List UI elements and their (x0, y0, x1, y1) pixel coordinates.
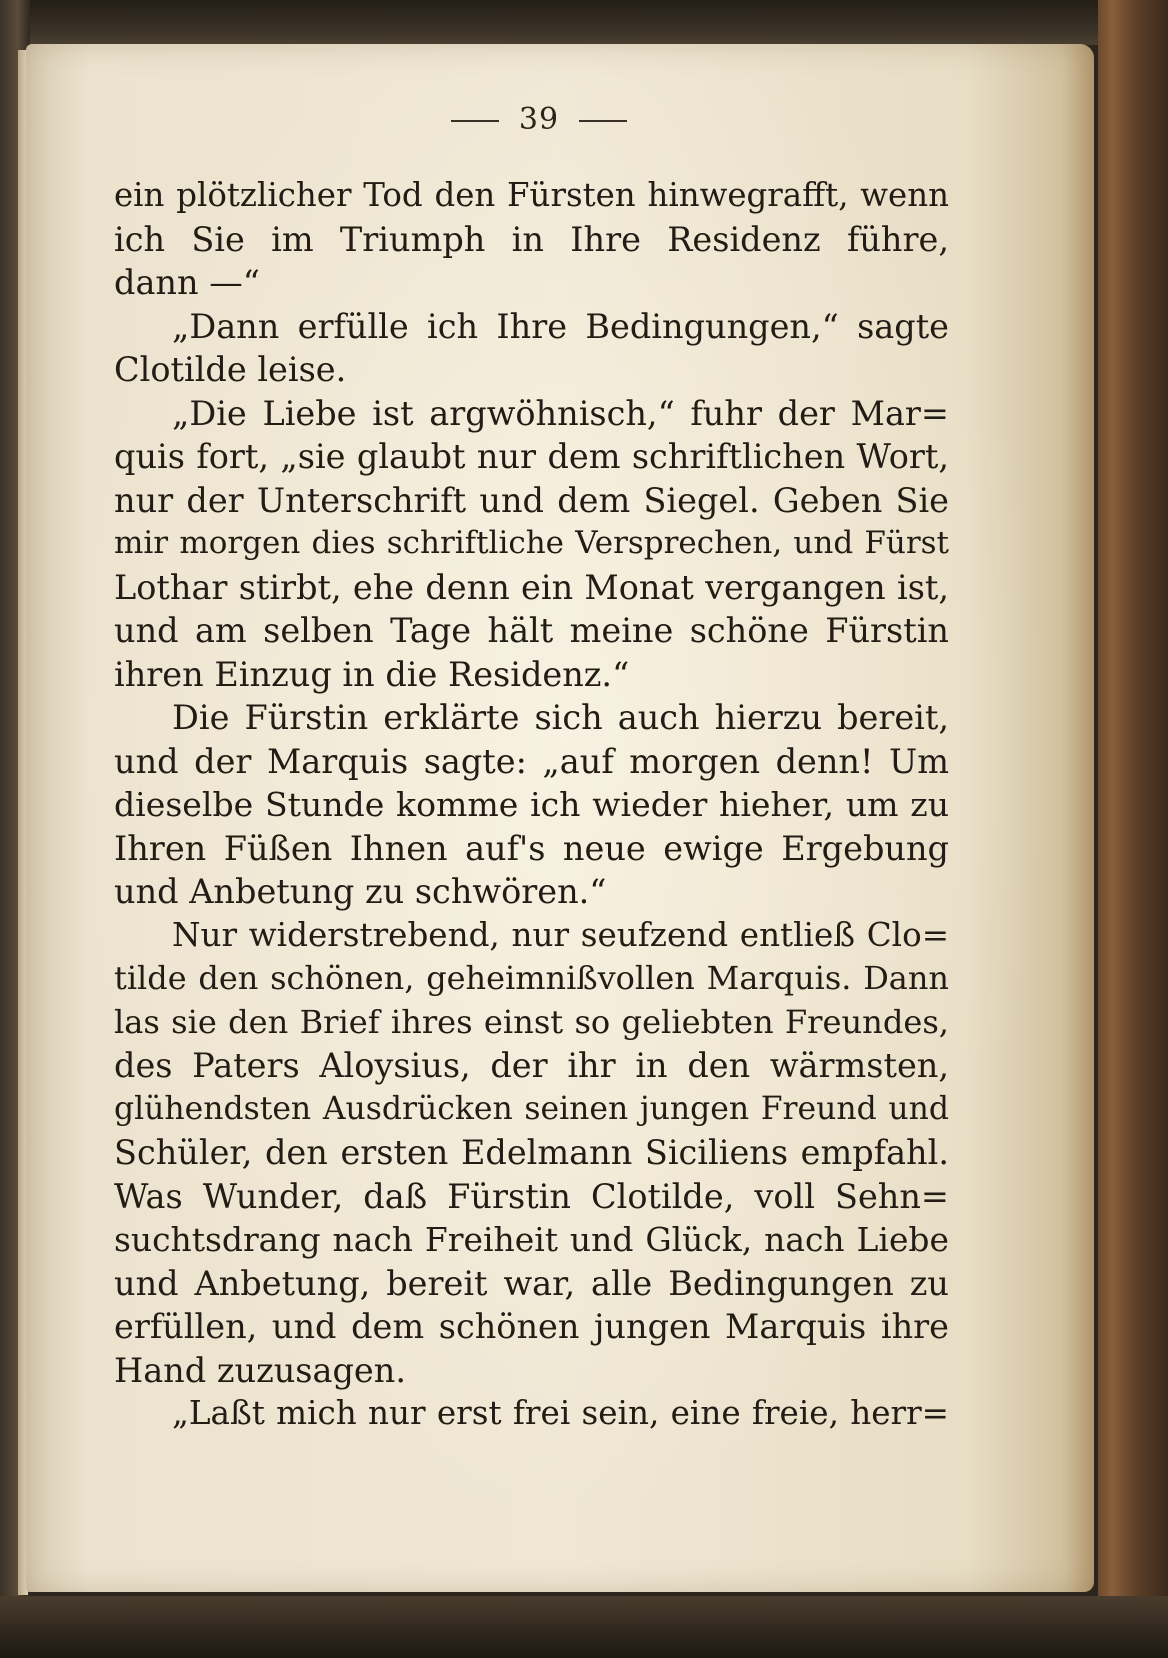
text-line: und Anbetung zu schwören.“ (114, 872, 607, 911)
text-line: las sie den Brief ihres einst so geliebten Freundes, (114, 1002, 949, 1041)
text-line: Hand zuzusagen. (114, 1350, 406, 1390)
text-line: und am selben Tage hält meine schöne Fürstin (114, 611, 949, 650)
page-number-dash-left (451, 120, 499, 122)
body-text (114, 174, 949, 1436)
book-cover-right-edge (1098, 0, 1168, 1658)
text-line: ihren Einzug in die Residenz.“ (114, 654, 630, 694)
text-line: erfüllen, und dem schönen jungen Marquis ihre (114, 1307, 949, 1346)
book-cover-bottom-edge (0, 1596, 1168, 1658)
text-line: „Die Liebe ist argwöhnisch,“ fuhr der Mar= (172, 393, 949, 433)
book-cover-top-edge (0, 0, 1168, 45)
text-line: mir morgen dies schriftliche Versprechen, und Fürst (114, 525, 949, 561)
page-number (26, 102, 1052, 137)
text-line: „Laßt mich nur erst frei sein, eine freie, herr= (172, 1394, 949, 1432)
text-line: quis fort, „sie glaubt nur dem schriftlichen Wort, (114, 437, 949, 476)
text-line: Schüler, den ersten Edelmann Siciliens empfahl. (114, 1133, 949, 1172)
text-line: nur der Unterschrift und dem Siegel. Geben Sie (114, 480, 949, 520)
text-line: des Paters Aloysius, der ihr in den wärmsten, (114, 1046, 949, 1085)
text-line: Die Fürstin erklärte sich auch hierzu bereit, (172, 698, 949, 737)
text-line: Clotilde leise. (114, 350, 347, 389)
book-page (26, 44, 1094, 1592)
text-line: suchtsdrang nach Freiheit und Glück, nach Liebe (114, 1220, 949, 1259)
text-line: „Dann erfülle ich Ihre Bedingungen,“ sagte (172, 306, 949, 346)
text-line: ein plötzlicher Tod den Fürsten hinwegrafft, wenn (114, 176, 949, 214)
text-line: Was Wunder, daß Fürstin Clotilde, voll Sehn= (114, 1176, 949, 1216)
text-line: Nur widerstrebend, nur seufzend entließ Clo= (172, 915, 949, 954)
text-line: Lothar stirbt, ehe denn ein Monat vergangen ist, (114, 567, 949, 607)
text-line: und Anbetung, bereit war, alle Bedingungen zu (114, 1263, 949, 1303)
page-number-value: 39 (518, 102, 560, 137)
text-line: ich Sie im Triumph in Ihre Residenz führe, (114, 219, 949, 259)
text-line: Ihren Füßen Ihnen auf's neue ewige Ergebung (114, 828, 949, 868)
page-number-dash-right (579, 120, 627, 122)
text-line: tilde den schönen, geheimnißvollen Marquis. Dann (114, 959, 949, 997)
text-line: dann —“ (114, 263, 260, 302)
text-line: dieselbe Stunde komme ich wieder hieher, um zu (114, 785, 949, 824)
text-line: und der Marquis sagte: „auf morgen denn! Um (114, 741, 949, 781)
text-line: glühendsten Ausdrücken seinen jungen Freund und (114, 1090, 949, 1127)
